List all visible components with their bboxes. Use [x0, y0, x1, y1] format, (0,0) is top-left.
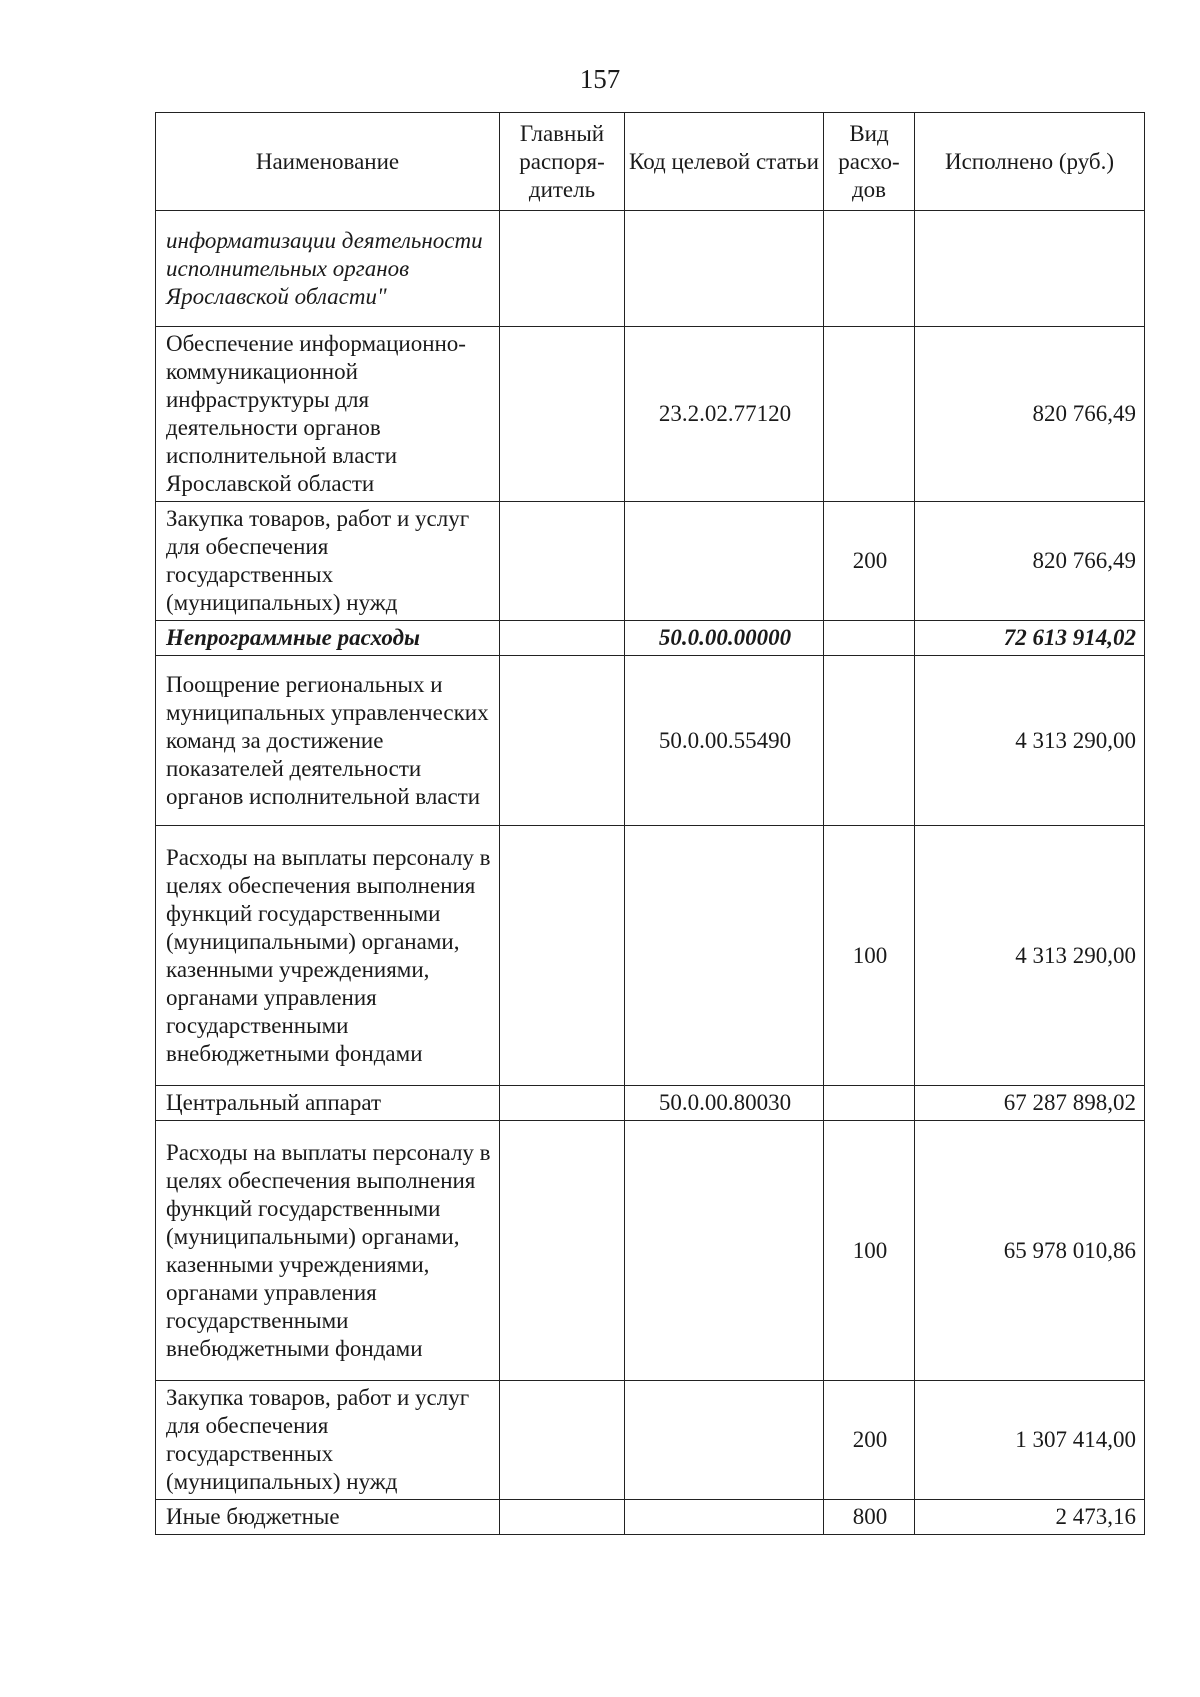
row-sum: 65 978 010,86 [915, 1121, 1145, 1381]
row-sum: 4 313 290,00 [915, 656, 1145, 826]
table-row [156, 502, 1145, 621]
row-sum: 67 287 898,02 [915, 1086, 1145, 1121]
row-name: Непрограммные расходы [156, 621, 500, 656]
row-disposer [500, 327, 625, 502]
row-sum: 2 473,16 [915, 1500, 1145, 1535]
table-row [156, 826, 1145, 1086]
row-code [625, 211, 824, 327]
table-row [156, 1500, 1145, 1535]
table-row [156, 211, 1145, 327]
row-name: информатизации деятельности исполнительных органов Ярославской области" [156, 211, 500, 327]
header-name: Наименование [156, 113, 500, 211]
row-type [824, 211, 915, 327]
row-sum [915, 211, 1145, 327]
header-sum: Исполнено (руб.) [915, 113, 1145, 211]
row-name: Центральный аппарат [156, 1086, 500, 1121]
row-code [625, 1500, 824, 1535]
table-header-row [156, 113, 1145, 211]
row-name: Поощрение региональных и муниципальных управленческих команд за достижение показателей деятельности органов исполнительной власти [156, 656, 500, 826]
row-type [824, 327, 915, 502]
table-row [156, 656, 1145, 826]
row-code: 23.2.02.77120 [625, 327, 824, 502]
table-row [156, 327, 1145, 502]
table-row [156, 1086, 1145, 1121]
table-row [156, 621, 1145, 656]
row-type [824, 1086, 915, 1121]
page-number: 157 [579, 64, 621, 94]
row-sum: 820 766,49 [915, 327, 1145, 502]
row-name: Иные бюджетные [156, 1500, 500, 1535]
row-sum: 1 307 414,00 [915, 1381, 1145, 1500]
row-type: 100 [824, 826, 915, 1086]
row-code [625, 826, 824, 1086]
row-type: 200 [824, 1381, 915, 1500]
row-code [625, 1381, 824, 1500]
row-disposer [500, 1086, 625, 1121]
row-name: Закупка товаров, работ и услуг для обеспечения государственных (муниципальных) нужд [156, 1381, 500, 1500]
row-disposer [500, 1381, 625, 1500]
row-type: 100 [824, 1121, 915, 1381]
row-disposer [500, 826, 625, 1086]
table-row [156, 1121, 1145, 1381]
row-code: 50.0.00.00000 [625, 621, 824, 656]
row-name: Расходы на выплаты персоналу в целях обеспечения выполнения функций государственными (муниципальными) органами, казенными учреждениями, органами управления государственными внебюджетными фондами [156, 1121, 500, 1381]
budget-table [155, 112, 1145, 1535]
row-code: 50.0.00.55490 [625, 656, 824, 826]
row-type [824, 656, 915, 826]
row-sum: 820 766,49 [915, 502, 1145, 621]
header-disposer: Главный распоря-дитель [500, 113, 625, 211]
row-code [625, 502, 824, 621]
row-disposer [500, 1121, 625, 1381]
row-disposer [500, 656, 625, 826]
table-row [156, 1381, 1145, 1500]
row-code: 50.0.00.80030 [625, 1086, 824, 1121]
row-disposer [500, 502, 625, 621]
row-type: 800 [824, 1500, 915, 1535]
row-disposer [500, 211, 625, 327]
row-type [824, 621, 915, 656]
row-name: Закупка товаров, работ и услуг для обеспечения государственных (муниципальных) нужд [156, 502, 500, 621]
row-code [625, 1121, 824, 1381]
row-name: Расходы на выплаты персоналу в целях обеспечения выполнения функций государственными (муниципальными) органами, казенными учреждениями, органами управления государственными внебюджетными фондами [156, 826, 500, 1086]
row-sum: 72 613 914,02 [915, 621, 1145, 656]
row-disposer [500, 1500, 625, 1535]
header-type: Вид расхо-дов [824, 113, 915, 211]
header-code: Код целевой статьи [625, 113, 824, 211]
row-disposer [500, 621, 625, 656]
row-sum: 4 313 290,00 [915, 826, 1145, 1086]
row-type: 200 [824, 502, 915, 621]
row-name: Обеспечение информационно-коммуникационной инфраструктуры для деятельности органов исполнительной власти Ярославской области [156, 327, 500, 502]
